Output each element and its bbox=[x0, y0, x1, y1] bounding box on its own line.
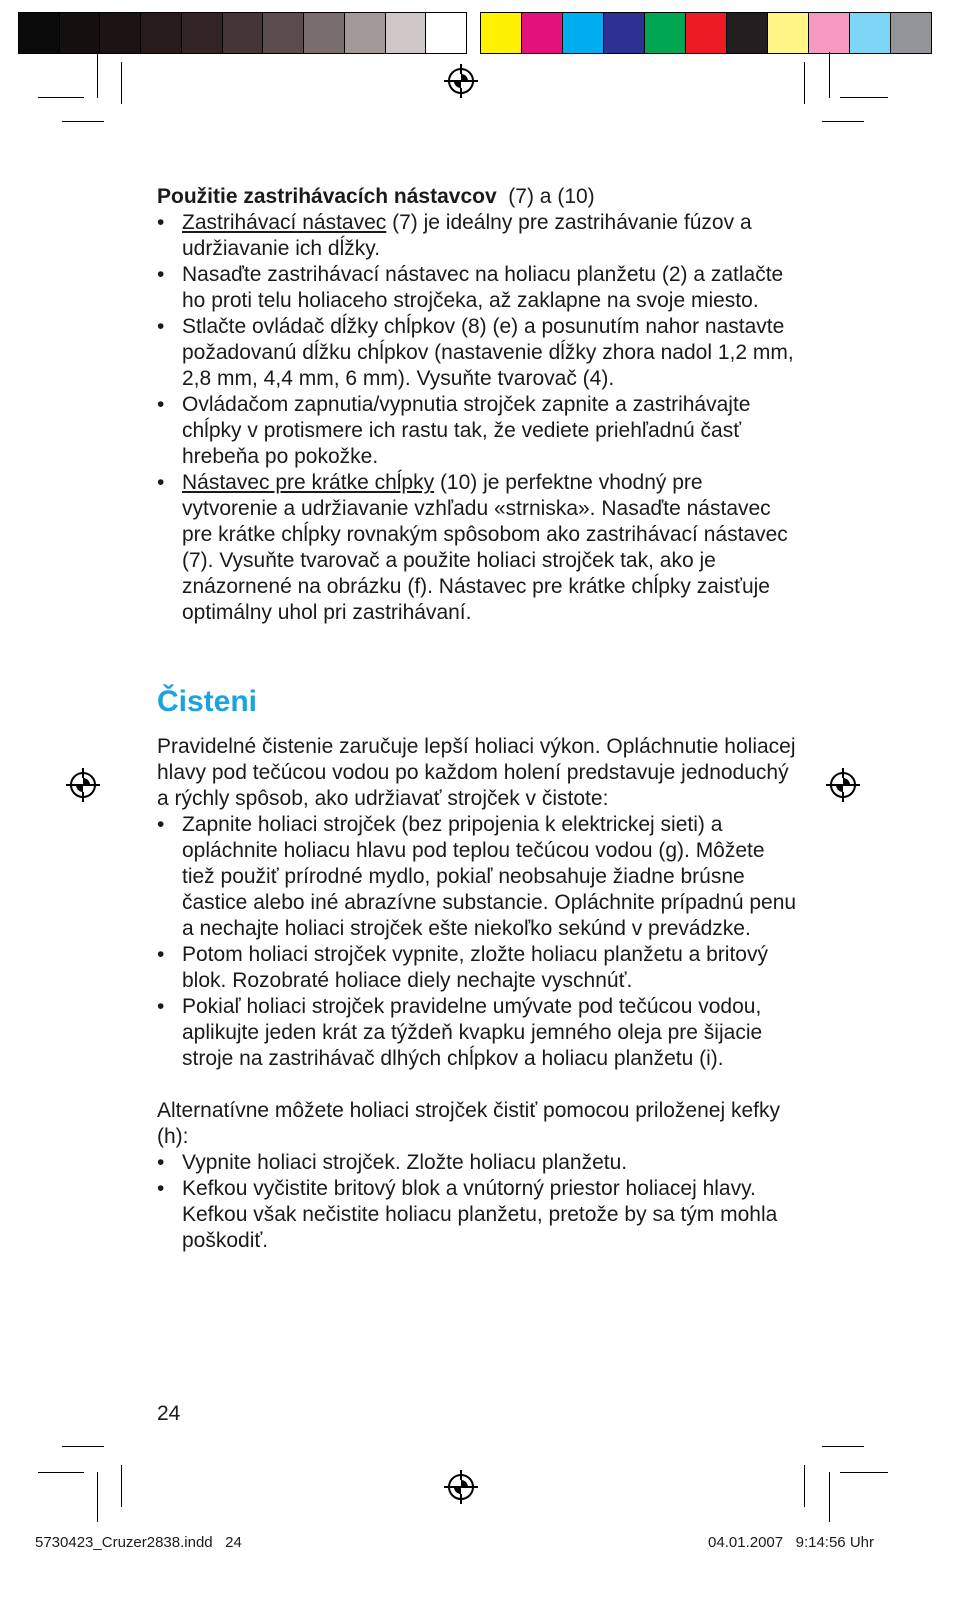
page-number: 24 bbox=[157, 1402, 181, 1425]
footer-file-info: 5730423_Cruzer2838.indd 24 bbox=[35, 1534, 242, 1551]
grayscale-calibration-bar bbox=[18, 12, 467, 54]
color-swatch bbox=[563, 13, 604, 53]
underlined-term: Zastrihávací nástavec bbox=[182, 211, 387, 234]
crop-mark bbox=[804, 62, 805, 104]
crop-mark bbox=[38, 97, 84, 98]
list-item: • Kefkou vyčistite britový blok a vnútorný priestor holiacej hlavy. Kefkou však nečistite holiacu planžetu, pretože by sa tým mohla poškodiť. bbox=[157, 1176, 797, 1254]
crop-mark bbox=[822, 1446, 864, 1447]
gray-swatch bbox=[19, 13, 60, 53]
crop-mark bbox=[62, 1446, 104, 1447]
item-text: (7) je ideálny pre zastrihávanie fúzov a udržiavanie ich dĺžky. bbox=[182, 211, 752, 260]
color-swatch bbox=[522, 13, 563, 53]
registration-mark-icon bbox=[448, 68, 474, 94]
color-swatch bbox=[645, 13, 686, 53]
gray-swatch bbox=[304, 13, 345, 53]
color-swatch bbox=[809, 13, 850, 53]
gray-swatch bbox=[263, 13, 304, 53]
cleaning-instructions-list bbox=[157, 812, 797, 1072]
cleaning-heading: Čisteni bbox=[157, 685, 258, 718]
list-item bbox=[157, 262, 797, 314]
crop-mark bbox=[62, 121, 104, 122]
crop-mark bbox=[121, 1465, 122, 1507]
list-item bbox=[157, 470, 797, 626]
crop-mark bbox=[829, 1472, 830, 1522]
brush-cleaning-list bbox=[157, 1150, 797, 1254]
gray-swatch bbox=[426, 13, 466, 53]
list-item: • Pokiaľ holiaci strojček pravidelne umývate pod tečúcou vodou, aplikujte jeden krát za týždeň kvapku jemného oleja pre šijacie stroje na zastrihávač dlhých chĺpkov a holiacu planžetu (i). bbox=[157, 994, 797, 1072]
list-item: • Vypnite holiaci strojček. Zložte holiacu planžetu. bbox=[157, 1150, 797, 1176]
color-swatch bbox=[768, 13, 809, 53]
color-swatch bbox=[727, 13, 768, 53]
spacer bbox=[157, 1072, 797, 1098]
item-text: Nasaďte zastrihávací nástavec na holiacu planžetu (2) a zatlačte ho proti telu holiaceho strojčeka, až zaklapne na svoje miesto. bbox=[182, 263, 784, 312]
crop-mark bbox=[840, 97, 888, 98]
registration-mark-icon bbox=[830, 772, 856, 798]
list-item bbox=[157, 210, 797, 262]
section-title-trimmers bbox=[157, 184, 797, 210]
cleaning-intro: Pravidelné čistenie zaručuje lepší holiaci výkon. Opláchnutie holiacej hlavy pod tečúcou vodou po každom holení predstavuje jednoduchý a rýchly spôsob, ako udržiavať strojček v čistote: bbox=[157, 735, 796, 810]
color-swatch bbox=[891, 13, 931, 53]
crop-mark bbox=[840, 1472, 888, 1473]
item-text: Ovládačom zapnutia/vypnutia strojček zapnite a zastrihávajte chĺpky v protismere ich rastu tak, že vediete priehľadnú časť hrebeňa po pokožke. bbox=[182, 393, 751, 468]
registration-mark-icon bbox=[448, 1474, 474, 1500]
list-item bbox=[157, 392, 797, 470]
list-item: • Zapnite holiaci strojček (bez pripojenia k elektrickej sieti) a opláchnite holiacu hlavu pod teplou tečúcou vodou (g). Môžete tiež použiť prírodné mydlo, pokiaľ neobsahuje žiadne brúsne častice alebo iné abrazívne substancie. Opláchnite prípadnú penu a nechajte holiaci strojček ešte niekoľko sekúnd v prevádzke. bbox=[157, 812, 797, 942]
underlined-term: Nástavec pre krátke chĺpky bbox=[182, 471, 435, 494]
gray-swatch bbox=[60, 13, 101, 53]
color-swatch bbox=[481, 13, 522, 53]
gray-swatch bbox=[100, 13, 141, 53]
brush-cleaning-intro: Alternatívne môžete holiaci strojček čistiť pomocou priloženej kefky (h): bbox=[157, 1099, 780, 1148]
gray-swatch bbox=[345, 13, 386, 53]
color-swatch bbox=[850, 13, 891, 53]
item-text: Stlačte ovládač dĺžky chĺpkov (8) (e) a posunutím nahor nastavte požadovanú dĺžku chĺpkov (nastavenie dĺžky zhora nadol 1,2 mm, 2,8 mm, 4,4 mm, 6 mm). Vysuňte tvarovač (4). bbox=[182, 315, 794, 390]
footer-timestamp: 04.01.2007 9:14:56 Uhr bbox=[708, 1534, 874, 1551]
list-item: • Potom holiaci strojček vypnite, zložte holiacu planžetu a britový blok. Rozobraté holiace diely nechajte vyschnúť. bbox=[157, 942, 797, 994]
gray-swatch bbox=[386, 13, 427, 53]
registration-mark-icon bbox=[70, 772, 96, 798]
crop-mark bbox=[121, 62, 122, 104]
gray-swatch bbox=[141, 13, 182, 53]
item-text: (10) je perfektne vhodný pre vytvorenie a udržiavanie vzhľadu «strniska». Nasaďte nástavec pre krátke chĺpky rovnakým spôsobom ako zastrihávací nástavec (7). Vysuňte tvarovač a použite holiaci strojček tak, ako je znázornené na obrázku (f). Nástavec pre krátke chĺpky zaisťuje optimálny uhol pri zastrihávaní. bbox=[182, 471, 788, 624]
crop-mark bbox=[97, 1472, 98, 1522]
color-calibration-bar bbox=[480, 12, 932, 54]
page-content bbox=[157, 184, 797, 1254]
color-swatch bbox=[686, 13, 727, 53]
color-swatch bbox=[604, 13, 645, 53]
list-item bbox=[157, 314, 797, 392]
gray-swatch bbox=[223, 13, 264, 53]
trimmer-instructions-list bbox=[157, 210, 797, 626]
crop-mark bbox=[829, 52, 830, 98]
section-title-rest: (7) a (10) bbox=[496, 185, 595, 208]
crop-mark bbox=[97, 52, 98, 98]
gray-swatch bbox=[182, 13, 223, 53]
crop-mark bbox=[804, 1465, 805, 1507]
crop-mark bbox=[822, 121, 864, 122]
section-title-bold: Použitie zastrihávacích nástavcov bbox=[157, 185, 497, 208]
crop-mark bbox=[38, 1472, 84, 1473]
